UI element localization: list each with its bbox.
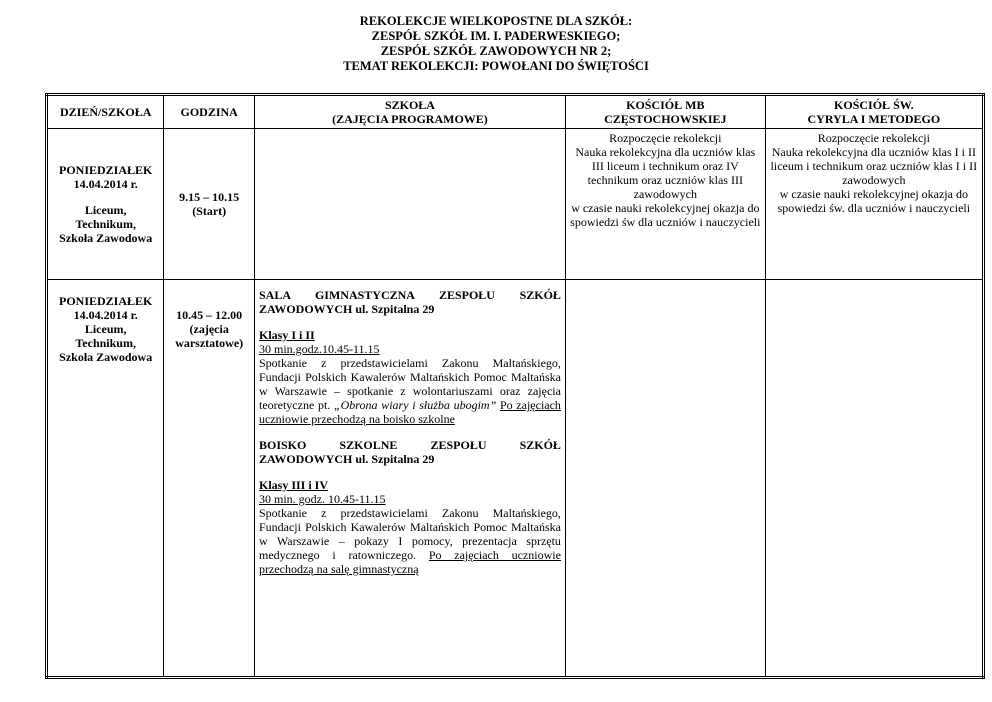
header-church-mb: KOŚCIÓŁ MB CZĘSTOCHOWSKIEJ <box>565 95 765 129</box>
row1-hour-cell <box>164 129 255 280</box>
row1-church-mb-cell: Rozpoczęcie rekolekcji Nauka rekolekcyjna dla uczniów klas III liceum i technikum oraz IV technikum oraz uczniów klas III zawodowych w czasie nauki rekolekcyjnej okazja do spowiedzi św dla uczniów i nauczycieli <box>565 129 765 280</box>
row2-date: 14.04.2014 r. <box>73 308 138 322</box>
block2-classes: Klasy III i IV <box>258 478 329 492</box>
row2-church-mb-cell <box>565 280 765 678</box>
block1-title: „Obrona wiary i służba ubogim” <box>333 398 497 412</box>
row1-day: PONIEDZIAŁEK <box>59 163 153 177</box>
block1-place: SALA GIMNASTYCZNA ZESPOŁU SZKÓŁ ZAWODOWYCH ul. Szpitalna 29 <box>258 288 561 316</box>
row2-day-cell: PONIEDZIAŁEK 14.04.2014 r. Liceum, Technikum, Szkoła Zawodowa <box>47 280 164 678</box>
block1-classes: Klasy I i II <box>258 328 315 342</box>
header-day-school: DZIEŃ/SZKOŁA <box>47 95 164 129</box>
header-school-program: SZKOŁA (ZAJĘCIA PROGRAMOWE) <box>254 95 565 129</box>
table-row <box>47 129 984 280</box>
block2-place: BOISKO SZKOLNE ZESPOŁU SZKÓŁ ZAWODOWYCH ul. Szpitalna 29 <box>258 438 561 466</box>
header-line-4: TEMAT REKOLEKCJI: POWOŁANI DO ŚWIĘTOŚCI <box>343 59 649 73</box>
row1-hour: 9.15 – 10.15 <box>179 190 240 204</box>
row2-hour: 10.45 – 12.00 <box>176 308 243 322</box>
header-line-3: ZESPÓŁ SZKÓŁ ZAWODOWYCH NR 2; <box>380 44 612 58</box>
row1-day-cell: PONIEDZIAŁEK 14.04.2014 r. Liceum, Technikum, Szkoła Zawodowa <box>47 129 164 280</box>
header-line-2: ZESPÓŁ SZKÓŁ IM. I. PADERWESKIEGO; <box>371 29 621 43</box>
table-header-row <box>47 95 984 129</box>
row2-church-cyryl-cell <box>765 280 983 678</box>
header-church-cyryl: KOŚCIÓŁ ŚW. CYRYLA I METODEGO <box>765 95 983 129</box>
row2-hour-cell: 10.45 – 12.00 (zajęcia warsztatowe) <box>164 280 255 678</box>
schedule-table <box>45 93 985 679</box>
row1-church-cyryl-cell: Rozpoczęcie rekolekcji Nauka rekolekcyjna dla uczniów klas I i II liceum i technikum oraz uczniów klas I i II zawodowych w czasie nauki rekolekcyjnej okazja do spowiedzi św. dla uczniów i nauczycieli <box>765 129 983 280</box>
block2-after: Po zajęciach uczniowie przechodzą na salę gimnastyczną <box>258 548 561 576</box>
block1-after: Po zajęciach uczniowie przechodzą na boisko szkolne <box>258 398 561 426</box>
row1-hour-note: (Start) <box>192 204 227 218</box>
row1-program-cell <box>254 129 565 280</box>
document-header <box>0 14 992 74</box>
header-line-1: REKOLEKCJE WIELKOPOSTNE DLA SZKÓŁ: <box>359 14 633 28</box>
block1-description: Spotkanie z przedstawicielami Zakonu Maltańskiego, Fundacji Polskich Kawalerów Maltańskich Pomoc Maltańska w Warszawie – spotkanie z wolontariuszami oraz zajęcia teoretyczne pt. „Obrona wiary i służba ubogim” Po zajęciach uczniowie przechodzą na boisko szkolne <box>258 356 561 426</box>
row2-program-cell <box>254 280 565 678</box>
table-row <box>47 280 984 678</box>
row1-date: 14.04.2014 r. <box>73 177 138 191</box>
header-hour: GODZINA <box>164 95 255 129</box>
row2-day: PONIEDZIAŁEK <box>59 294 153 308</box>
block2-time: 30 min. godz. 10.45-11.15 <box>258 492 386 506</box>
block1-time: 30 min.godz.10.45-11.15 <box>258 342 380 356</box>
block2-description: Spotkanie z przedstawicielami Zakonu Maltańskiego, Fundacji Polskich Kawalerów Maltańskich Pomoc Maltańska w Warszawie – pokazy I pomocy, prezentacja sprzętu medycznego i ratowniczego. Po zajęciach uczniowie przechodzą na salę gimnastyczną <box>258 506 561 576</box>
